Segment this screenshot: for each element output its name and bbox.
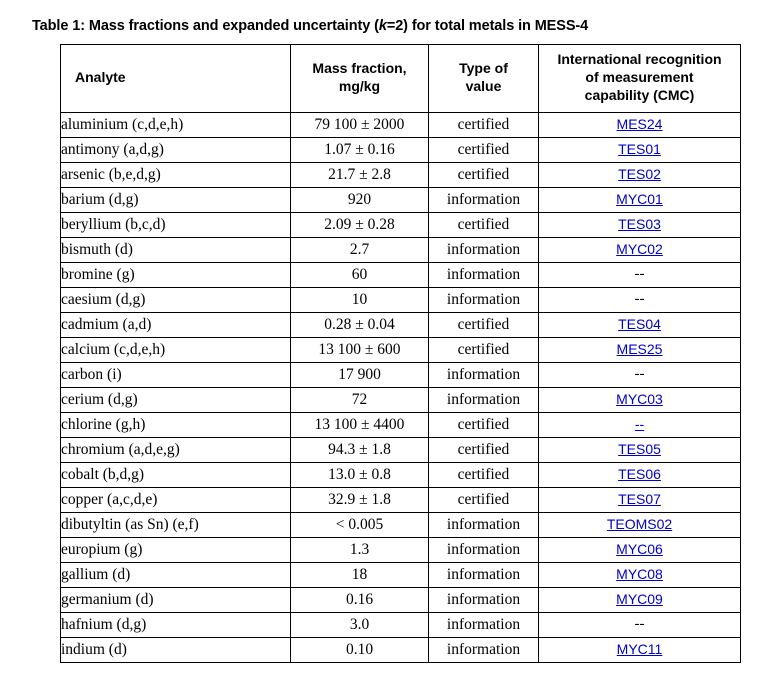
caption-prefix: Table 1: Mass fractions and expanded uncertainty ( [32,18,379,34]
cell-mass-fraction: 13.0 ± 0.8 [291,462,429,487]
cmc-link[interactable]: MYC08 [616,565,663,582]
cmc-none: -- [634,266,645,283]
cell-analyte: gallium (d) [61,562,291,587]
cmc-link[interactable]: TEOMS02 [606,515,673,532]
cell-cmc [539,237,741,262]
cell-type-of-value: information [429,587,539,612]
cell-analyte: europium (g) [61,537,291,562]
metals-table [60,44,741,663]
cell-mass-fraction: 2.09 ± 0.28 [291,212,429,237]
table-row [61,287,741,312]
cell-cmc [539,137,741,162]
cell-type-of-value: information [429,612,539,637]
caption-middle: =2) for total metals in MESS-4 [386,18,589,34]
cmc-link[interactable]: TES02 [618,165,661,182]
cell-analyte: beryllium (b,c,d) [61,212,291,237]
cell-type-of-value: information [429,387,539,412]
cell-type-of-value: certified [429,162,539,187]
column-header-cmc [539,45,741,113]
cmc-link[interactable]: MES25 [616,340,663,357]
table-row [61,537,741,562]
cell-mass-fraction: 1.07 ± 0.16 [291,137,429,162]
cell-cmc [539,262,741,287]
table-body [61,112,741,662]
cmc-link[interactable]: TES01 [618,140,661,157]
cell-mass-fraction: 32.9 ± 1.8 [291,487,429,512]
cell-mass-fraction: 0.16 [291,587,429,612]
table-row [61,587,741,612]
table-row [61,187,741,212]
cell-type-of-value: certified [429,437,539,462]
cell-cmc [539,612,741,637]
table-row [61,162,741,187]
cell-analyte: barium (d,g) [61,187,291,212]
column-header-mass-fraction [291,45,429,113]
cell-mass-fraction: 0.28 ± 0.04 [291,312,429,337]
cell-mass-fraction: 17 900 [291,362,429,387]
cell-type-of-value: information [429,262,539,287]
column-header-analyte: Analyte [61,45,291,113]
cell-type-of-value: certified [429,137,539,162]
cell-cmc [539,162,741,187]
cell-type-of-value: certified [429,212,539,237]
column-header-mass-fraction-line2: mg/kg [338,77,381,94]
cell-mass-fraction: 10 [291,287,429,312]
cmc-link[interactable]: TES05 [618,440,661,457]
cell-type-of-value: information [429,187,539,212]
column-header-type-line1: Type of [459,59,508,76]
table-row [61,137,741,162]
cell-cmc [539,112,741,137]
cell-cmc [539,287,741,312]
cell-type-of-value: certified [429,412,539,437]
cell-cmc [539,637,741,662]
cell-cmc [539,312,741,337]
cell-analyte: antimony (a,d,g) [61,137,291,162]
cell-mass-fraction: 60 [291,262,429,287]
table-row [61,387,741,412]
cell-analyte: chlorine (g,h) [61,412,291,437]
column-header-mass-fraction-line1: Mass fraction, [312,59,407,76]
cell-analyte: bismuth (d) [61,237,291,262]
cmc-none: -- [634,291,645,308]
cell-type-of-value: certified [429,487,539,512]
cell-cmc [539,437,741,462]
table-row [61,112,741,137]
table-row [61,312,741,337]
cmc-link[interactable]: TES03 [618,215,661,232]
cell-mass-fraction: < 0.005 [291,512,429,537]
cell-analyte: calcium (c,d,e,h) [61,337,291,362]
cmc-link[interactable]: TES06 [618,465,661,482]
cell-mass-fraction: 18 [291,562,429,587]
cell-cmc [539,537,741,562]
cell-cmc [539,562,741,587]
cell-type-of-value: information [429,287,539,312]
cell-cmc [539,337,741,362]
cmc-link[interactable]: MYC09 [616,590,663,607]
table-row [61,237,741,262]
cell-analyte: hafnium (d,g) [61,612,291,637]
cell-cmc [539,412,741,437]
cell-mass-fraction: 21.7 ± 2.8 [291,162,429,187]
cmc-link[interactable]: -- [634,415,645,432]
cell-analyte: indium (d) [61,637,291,662]
table-row [61,437,741,462]
table-row [61,462,741,487]
table-row [61,362,741,387]
cell-analyte: caesium (d,g) [61,287,291,312]
cell-analyte: cadmium (a,d) [61,312,291,337]
cell-analyte: cobalt (b,d,g) [61,462,291,487]
cell-mass-fraction: 13 100 ± 600 [291,337,429,362]
cell-analyte: copper (a,c,d,e) [61,487,291,512]
table-caption [32,18,747,34]
cell-type-of-value: information [429,637,539,662]
cell-cmc [539,587,741,612]
cell-cmc [539,212,741,237]
cell-type-of-value: information [429,512,539,537]
cell-type-of-value: information [429,362,539,387]
cell-type-of-value: certified [429,312,539,337]
table-row [61,262,741,287]
cell-mass-fraction: 72 [291,387,429,412]
cell-mass-fraction: 13 100 ± 4400 [291,412,429,437]
table-row [61,487,741,512]
cmc-none: -- [634,366,645,383]
cell-mass-fraction: 920 [291,187,429,212]
cell-analyte: aluminium (c,d,e,h) [61,112,291,137]
cell-mass-fraction: 0.10 [291,637,429,662]
cmc-link[interactable]: MYC03 [616,390,663,407]
cell-cmc [539,362,741,387]
table-row [61,512,741,537]
cell-type-of-value: information [429,537,539,562]
cell-cmc [539,187,741,212]
column-header-cmc-line3: capability (CMC) [584,86,695,103]
cmc-link[interactable]: TES07 [618,490,661,507]
column-header-cmc-line1: International recognition [557,51,722,67]
cell-analyte: arsenic (b,e,d,g) [61,162,291,187]
column-header-type-of-value [429,45,539,113]
table-head [61,45,741,113]
cmc-link[interactable]: MYC02 [616,240,663,257]
cell-type-of-value: information [429,562,539,587]
cmc-link[interactable]: MYC11 [616,640,663,657]
cell-analyte: dibutyltin (as Sn) (e,f) [61,512,291,537]
table-row [61,562,741,587]
table-row [61,412,741,437]
table-row [61,337,741,362]
cell-cmc [539,462,741,487]
cell-type-of-value: certified [429,112,539,137]
cmc-link[interactable]: MYC06 [616,540,663,557]
column-header-type-line2: value [465,77,502,94]
cell-mass-fraction: 94.3 ± 1.8 [291,437,429,462]
cmc-link[interactable]: MES24 [616,115,663,132]
cell-analyte: bromine (g) [61,262,291,287]
cell-cmc [539,512,741,537]
cell-mass-fraction: 1.3 [291,537,429,562]
cell-analyte: carbon (i) [61,362,291,387]
column-header-cmc-line2: of measurement [585,68,694,85]
cell-mass-fraction: 79 100 ± 2000 [291,112,429,137]
cmc-link[interactable]: MYC01 [616,190,663,207]
cell-type-of-value: information [429,237,539,262]
cell-type-of-value: certified [429,462,539,487]
table-header-row [61,45,741,113]
cmc-link[interactable]: TES04 [618,315,661,332]
cell-type-of-value: certified [429,337,539,362]
cell-analyte: cerium (d,g) [61,387,291,412]
cell-analyte: germanium (d) [61,587,291,612]
cmc-none: -- [634,616,645,633]
caption-italic-k: k [378,18,387,34]
cell-cmc [539,487,741,512]
cell-mass-fraction: 2.7 [291,237,429,262]
table-row [61,637,741,662]
cell-cmc [539,387,741,412]
table-row [61,212,741,237]
cell-mass-fraction: 3.0 [291,612,429,637]
table-row [61,612,741,637]
cell-analyte: chromium (a,d,e,g) [61,437,291,462]
